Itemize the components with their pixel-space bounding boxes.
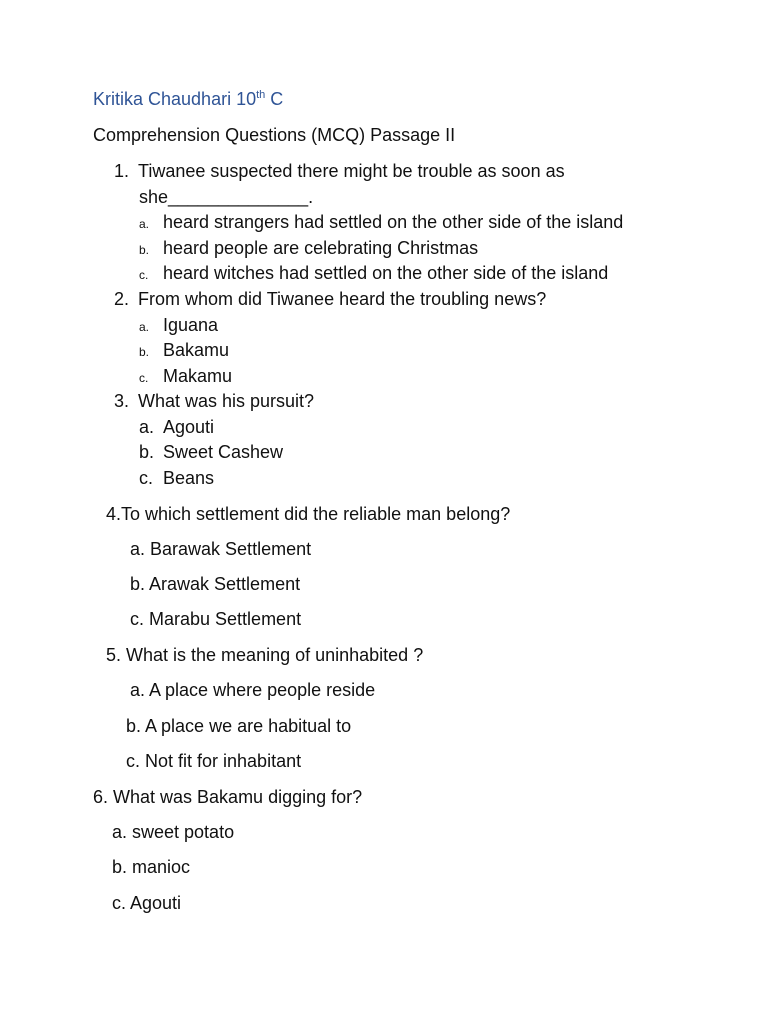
question-1-line2: she______________. [139,187,314,207]
option-marker: b. [139,442,155,462]
option-2b [139,339,229,363]
option-4a: a. Barawak Settlement [130,539,312,559]
option-2c [139,365,232,389]
author-superscript: th [256,89,266,101]
option-3c [139,467,214,489]
document-title: Comprehension Questions (MCQ) Passage II [93,125,456,145]
option-6b: b. manioc [112,857,191,877]
option-marker: b. [139,345,150,359]
option-4c: c. Marabu Settlement [130,609,302,629]
option-1b [139,237,478,261]
author-name [93,88,283,110]
option-text: Bakamu [163,340,230,360]
option-4b: b. Arawak Settlement [130,574,301,594]
option-5a: a. A place where people reside [130,680,376,700]
option-text: Agouti [163,417,215,437]
option-text: Beans [163,468,215,488]
question-text: What was his pursuit? [138,391,315,411]
option-marker: c. [139,268,149,282]
author-text: Kritika Chaudhari 10 [93,89,257,109]
question-3 [114,390,314,412]
option-3b [139,441,283,463]
option-text: heard people are celebrating Christmas [163,238,479,258]
question-text: Tiwanee suspected there might be trouble as soon as [138,161,565,181]
question-number: 2. [114,289,130,309]
option-marker: c. [139,371,149,385]
option-5b: b. A place we are habitual to [126,716,352,736]
option-marker: a. [139,320,150,334]
question-number: 1. [114,161,130,181]
question-1 [114,160,565,182]
option-text: Makamu [163,366,233,386]
option-text: heard witches had settled on the other side of the island [163,263,609,283]
option-marker: a. [139,217,150,231]
option-3a [139,416,214,438]
question-6: 6. What was Bakamu digging for? [93,787,363,807]
option-5c: c. Not fit for inhabitant [126,751,302,771]
option-6c: c. Agouti [112,893,182,913]
option-text: Iguana [163,315,219,335]
option-1c [139,262,608,286]
author-class: C [265,89,284,109]
option-marker: b. [139,243,150,257]
option-text: heard strangers had settled on the other side of the island [163,212,624,232]
question-text: From whom did Tiwanee heard the troubling news? [138,289,547,309]
option-marker: c. [139,468,154,488]
option-marker: a. [139,417,155,437]
option-1a [139,211,623,235]
question-2 [114,288,546,310]
option-text: Sweet Cashew [163,442,284,462]
question-number: 3. [114,391,130,411]
option-2a [139,314,218,338]
option-6a: a. sweet potato [112,822,235,842]
question-4: 4.To which settlement did the reliable man belong? [106,504,511,524]
question-5: 5. What is the meaning of uninhabited ? [106,645,424,665]
